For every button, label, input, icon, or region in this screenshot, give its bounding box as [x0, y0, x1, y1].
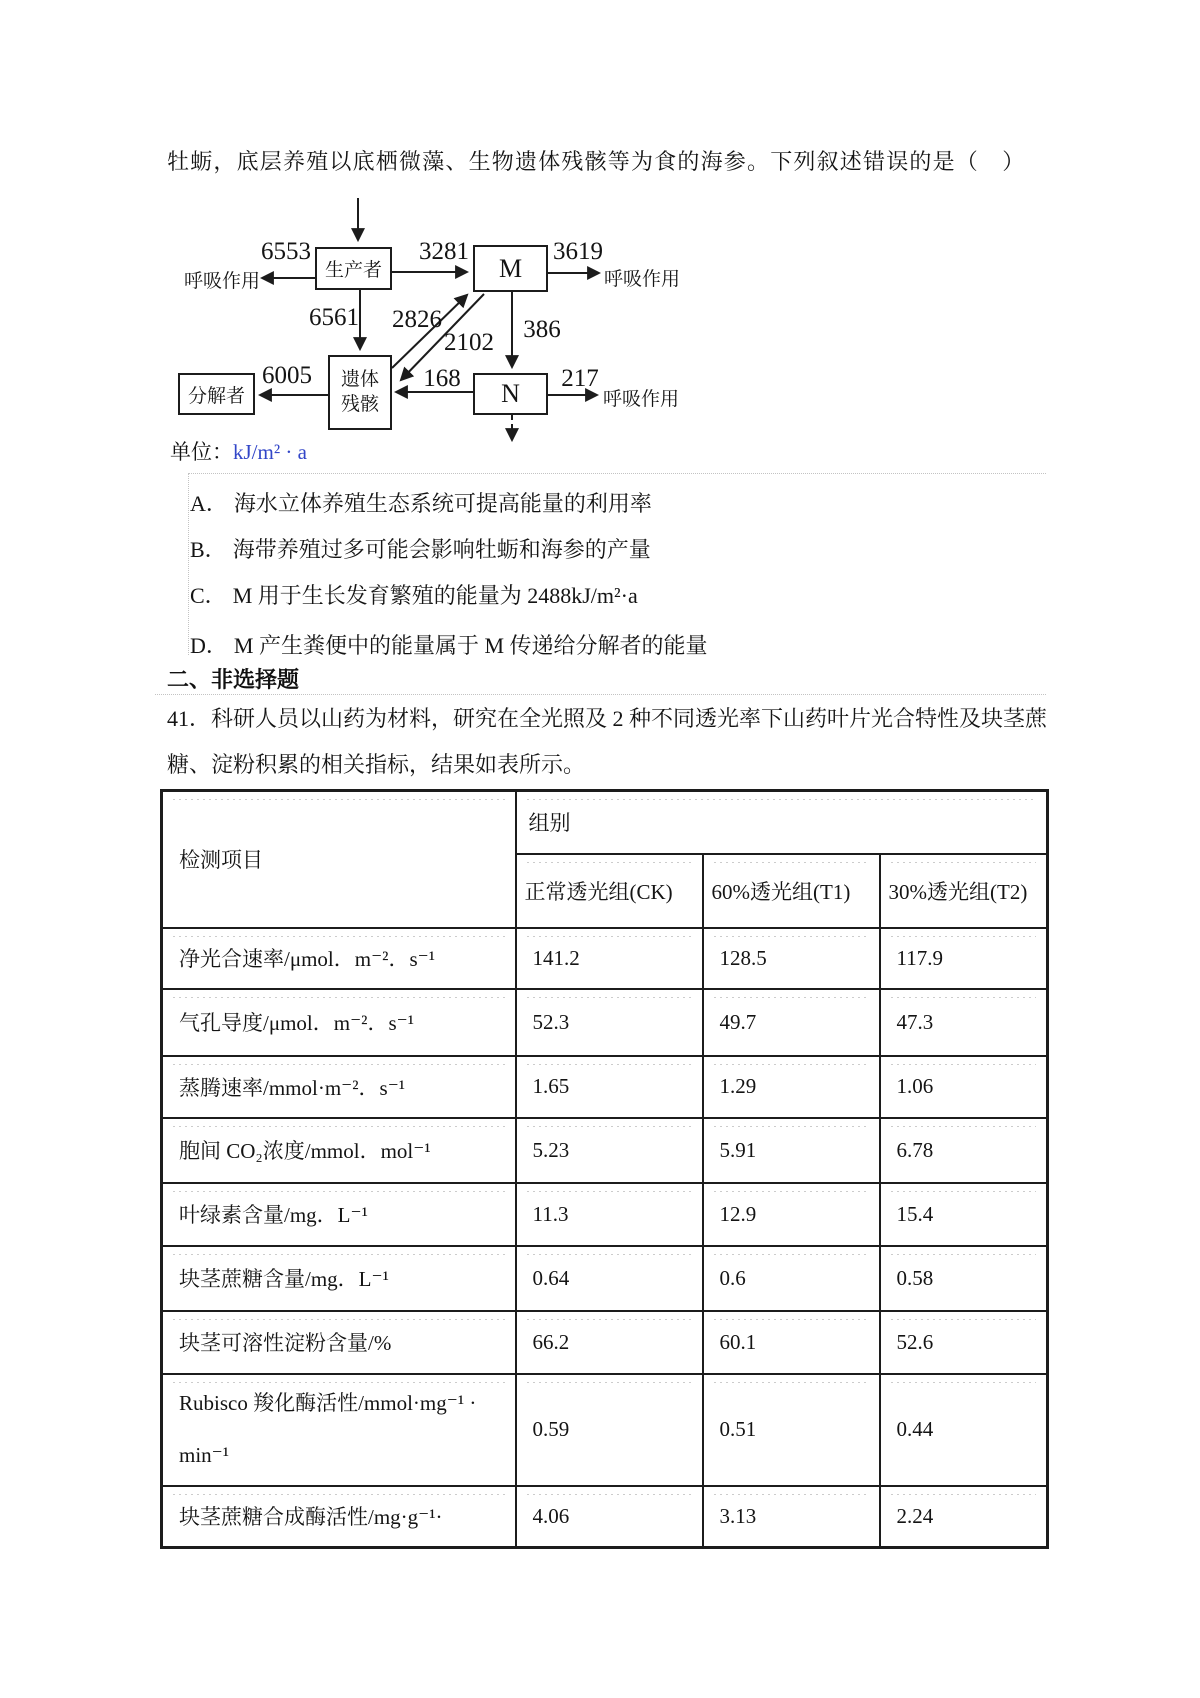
table-col-header-t1: 60%透光组(T1)	[703, 854, 880, 928]
row-value-t1: 12.9	[703, 1183, 880, 1246]
row-value-t2: 1.06	[880, 1056, 1048, 1118]
node-m: M	[473, 245, 548, 292]
value-producer-respiration: 6553	[261, 238, 311, 265]
row-item-label: 蒸腾速率/mmol·m⁻²．s⁻¹	[162, 1056, 516, 1118]
node-remains	[328, 355, 392, 430]
unit-label: 单位：	[170, 440, 233, 464]
results-table-wrapper	[160, 789, 1049, 1549]
node-remains-line2: 残骸	[340, 393, 379, 415]
row-value-t1: 0.51	[703, 1374, 880, 1486]
dotted-divider-left	[188, 473, 189, 655]
label-respiration-right: 呼吸作用	[604, 269, 681, 290]
dotted-divider-top	[188, 473, 1046, 474]
question-intro-text: 牡蛎，底层养殖以底栖微藻、生物遗体残骸等为食的海参。下列叙述错误的是（ ）	[167, 149, 1026, 174]
option-d-label: D．	[190, 633, 228, 658]
row-value-t2: 0.44	[880, 1374, 1048, 1486]
row-value-ck: 141.2	[516, 928, 703, 989]
table-row	[162, 1056, 1048, 1118]
question-41-line1: 41．科研人员以山药为材料，研究在全光照及 2 种不同透光率下山药叶片光合特性及块茎蔗	[167, 706, 1048, 731]
row-item-label: 块茎蔗糖含量/mg．L⁻¹	[162, 1246, 516, 1311]
option-c-text: M 用于生长发育繁殖的能量为 2488kJ/m²·a	[232, 583, 638, 608]
row-value-ck: 0.64	[516, 1246, 703, 1311]
row-value-ck: 5.23	[516, 1118, 703, 1183]
option-d	[190, 629, 708, 660]
table-col-header-t2: 30%透光组(T2)	[880, 854, 1048, 928]
table-group-header: 组别	[516, 791, 1048, 854]
table-row	[162, 1486, 1048, 1548]
node-n: N	[473, 373, 548, 415]
row-value-t1: 0.6	[703, 1246, 880, 1311]
option-b-text: 海带养殖过多可能会影响牡蛎和海参的产量	[232, 537, 651, 562]
table-row	[162, 1246, 1048, 1311]
unit-value: kJ/m² · a	[233, 440, 307, 464]
row-item-label: 气孔导度/μmol．m⁻²．s⁻¹	[162, 989, 516, 1056]
table-header-row-group	[162, 791, 1048, 854]
table-row	[162, 1183, 1048, 1246]
option-c-label: C．	[190, 583, 227, 608]
row-value-t2: 117.9	[880, 928, 1048, 989]
row-value-t1: 60.1	[703, 1311, 880, 1374]
table-row	[162, 1311, 1048, 1374]
row-value-t2: 6.78	[880, 1118, 1048, 1183]
row-value-ck: 4.06	[516, 1486, 703, 1548]
row-value-t1: 128.5	[703, 928, 880, 989]
row-value-ck: 66.2	[516, 1311, 703, 1374]
table-row	[162, 989, 1048, 1056]
value-n-respiration: 217	[561, 365, 599, 392]
row-item-label: 块茎可溶性淀粉含量/%	[162, 1311, 516, 1374]
value-remains-to-m: 2826	[392, 306, 442, 333]
label-respiration-bottom: 呼吸作用	[603, 389, 680, 410]
row-item-label: Rubisco 羧化酶活性/mmol·mg⁻¹ · min⁻¹	[162, 1374, 516, 1486]
energy-flow-diagram	[160, 196, 720, 468]
row-item-label: 块茎蔗糖合成酶活性/mg·g⁻¹·	[162, 1486, 516, 1548]
row-value-ck: 0.59	[516, 1374, 703, 1486]
row-value-t2: 47.3	[880, 989, 1048, 1056]
option-b	[190, 533, 651, 564]
dotted-divider-bottom	[155, 694, 1046, 695]
value-producer-to-m: 3281	[419, 238, 469, 265]
question-41-line2: 糖、淀粉积累的相关指标，结果如表所示。	[167, 752, 586, 777]
row-value-t2: 2.24	[880, 1486, 1048, 1548]
row-value-t1: 49.7	[703, 989, 880, 1056]
row-value-t2: 15.4	[880, 1183, 1048, 1246]
row-value-ck: 52.3	[516, 989, 703, 1056]
option-a-label: A．	[190, 491, 228, 516]
value-m-to-remains: 2102	[444, 329, 494, 356]
row-item-label: 净光合速率/μmol．m⁻²．s⁻¹	[162, 928, 516, 989]
table-row	[162, 1374, 1048, 1486]
row-value-t1: 3.13	[703, 1486, 880, 1548]
row-value-t2: 0.58	[880, 1246, 1048, 1311]
node-decomposer: 分解者	[178, 373, 255, 415]
option-c	[190, 579, 638, 610]
node-producer: 生产者	[315, 247, 392, 290]
table-row	[162, 1118, 1048, 1183]
row-item-label: 叶绿素含量/mg．L⁻¹	[162, 1183, 516, 1246]
row-value-ck: 1.65	[516, 1056, 703, 1118]
value-n-to-remains: 168	[423, 365, 461, 392]
option-b-label: B．	[190, 537, 227, 562]
option-d-text: M 产生粪便中的能量属于 M 传递给分解者的能量	[233, 633, 708, 658]
row-value-t1: 1.29	[703, 1056, 880, 1118]
table-corner-header: 检测项目	[162, 791, 516, 928]
table-row	[162, 928, 1048, 989]
section-title: 二、非选择题	[167, 667, 300, 692]
results-table	[160, 789, 1049, 1549]
option-a	[190, 487, 652, 518]
value-remains-to-decomposer: 6005	[262, 362, 312, 389]
value-m-to-n: 386	[523, 316, 561, 343]
row-item-label: 胞间 CO₂浓度/mmol．mol⁻¹	[162, 1118, 516, 1183]
row-value-t1: 5.91	[703, 1118, 880, 1183]
row-value-ck: 11.3	[516, 1183, 703, 1246]
label-respiration-left: 呼吸作用	[184, 271, 261, 292]
diagram-unit-line	[170, 436, 307, 466]
node-remains-line1: 遗体	[340, 368, 379, 390]
table-col-header-ck: 正常透光组(CK)	[516, 854, 703, 928]
value-m-respiration: 3619	[553, 238, 603, 265]
option-a-text: 海水立体养殖生态系统可提高能量的利用率	[233, 491, 652, 516]
row-value-t2: 52.6	[880, 1311, 1048, 1374]
value-producer-to-remains: 6561	[309, 304, 359, 331]
